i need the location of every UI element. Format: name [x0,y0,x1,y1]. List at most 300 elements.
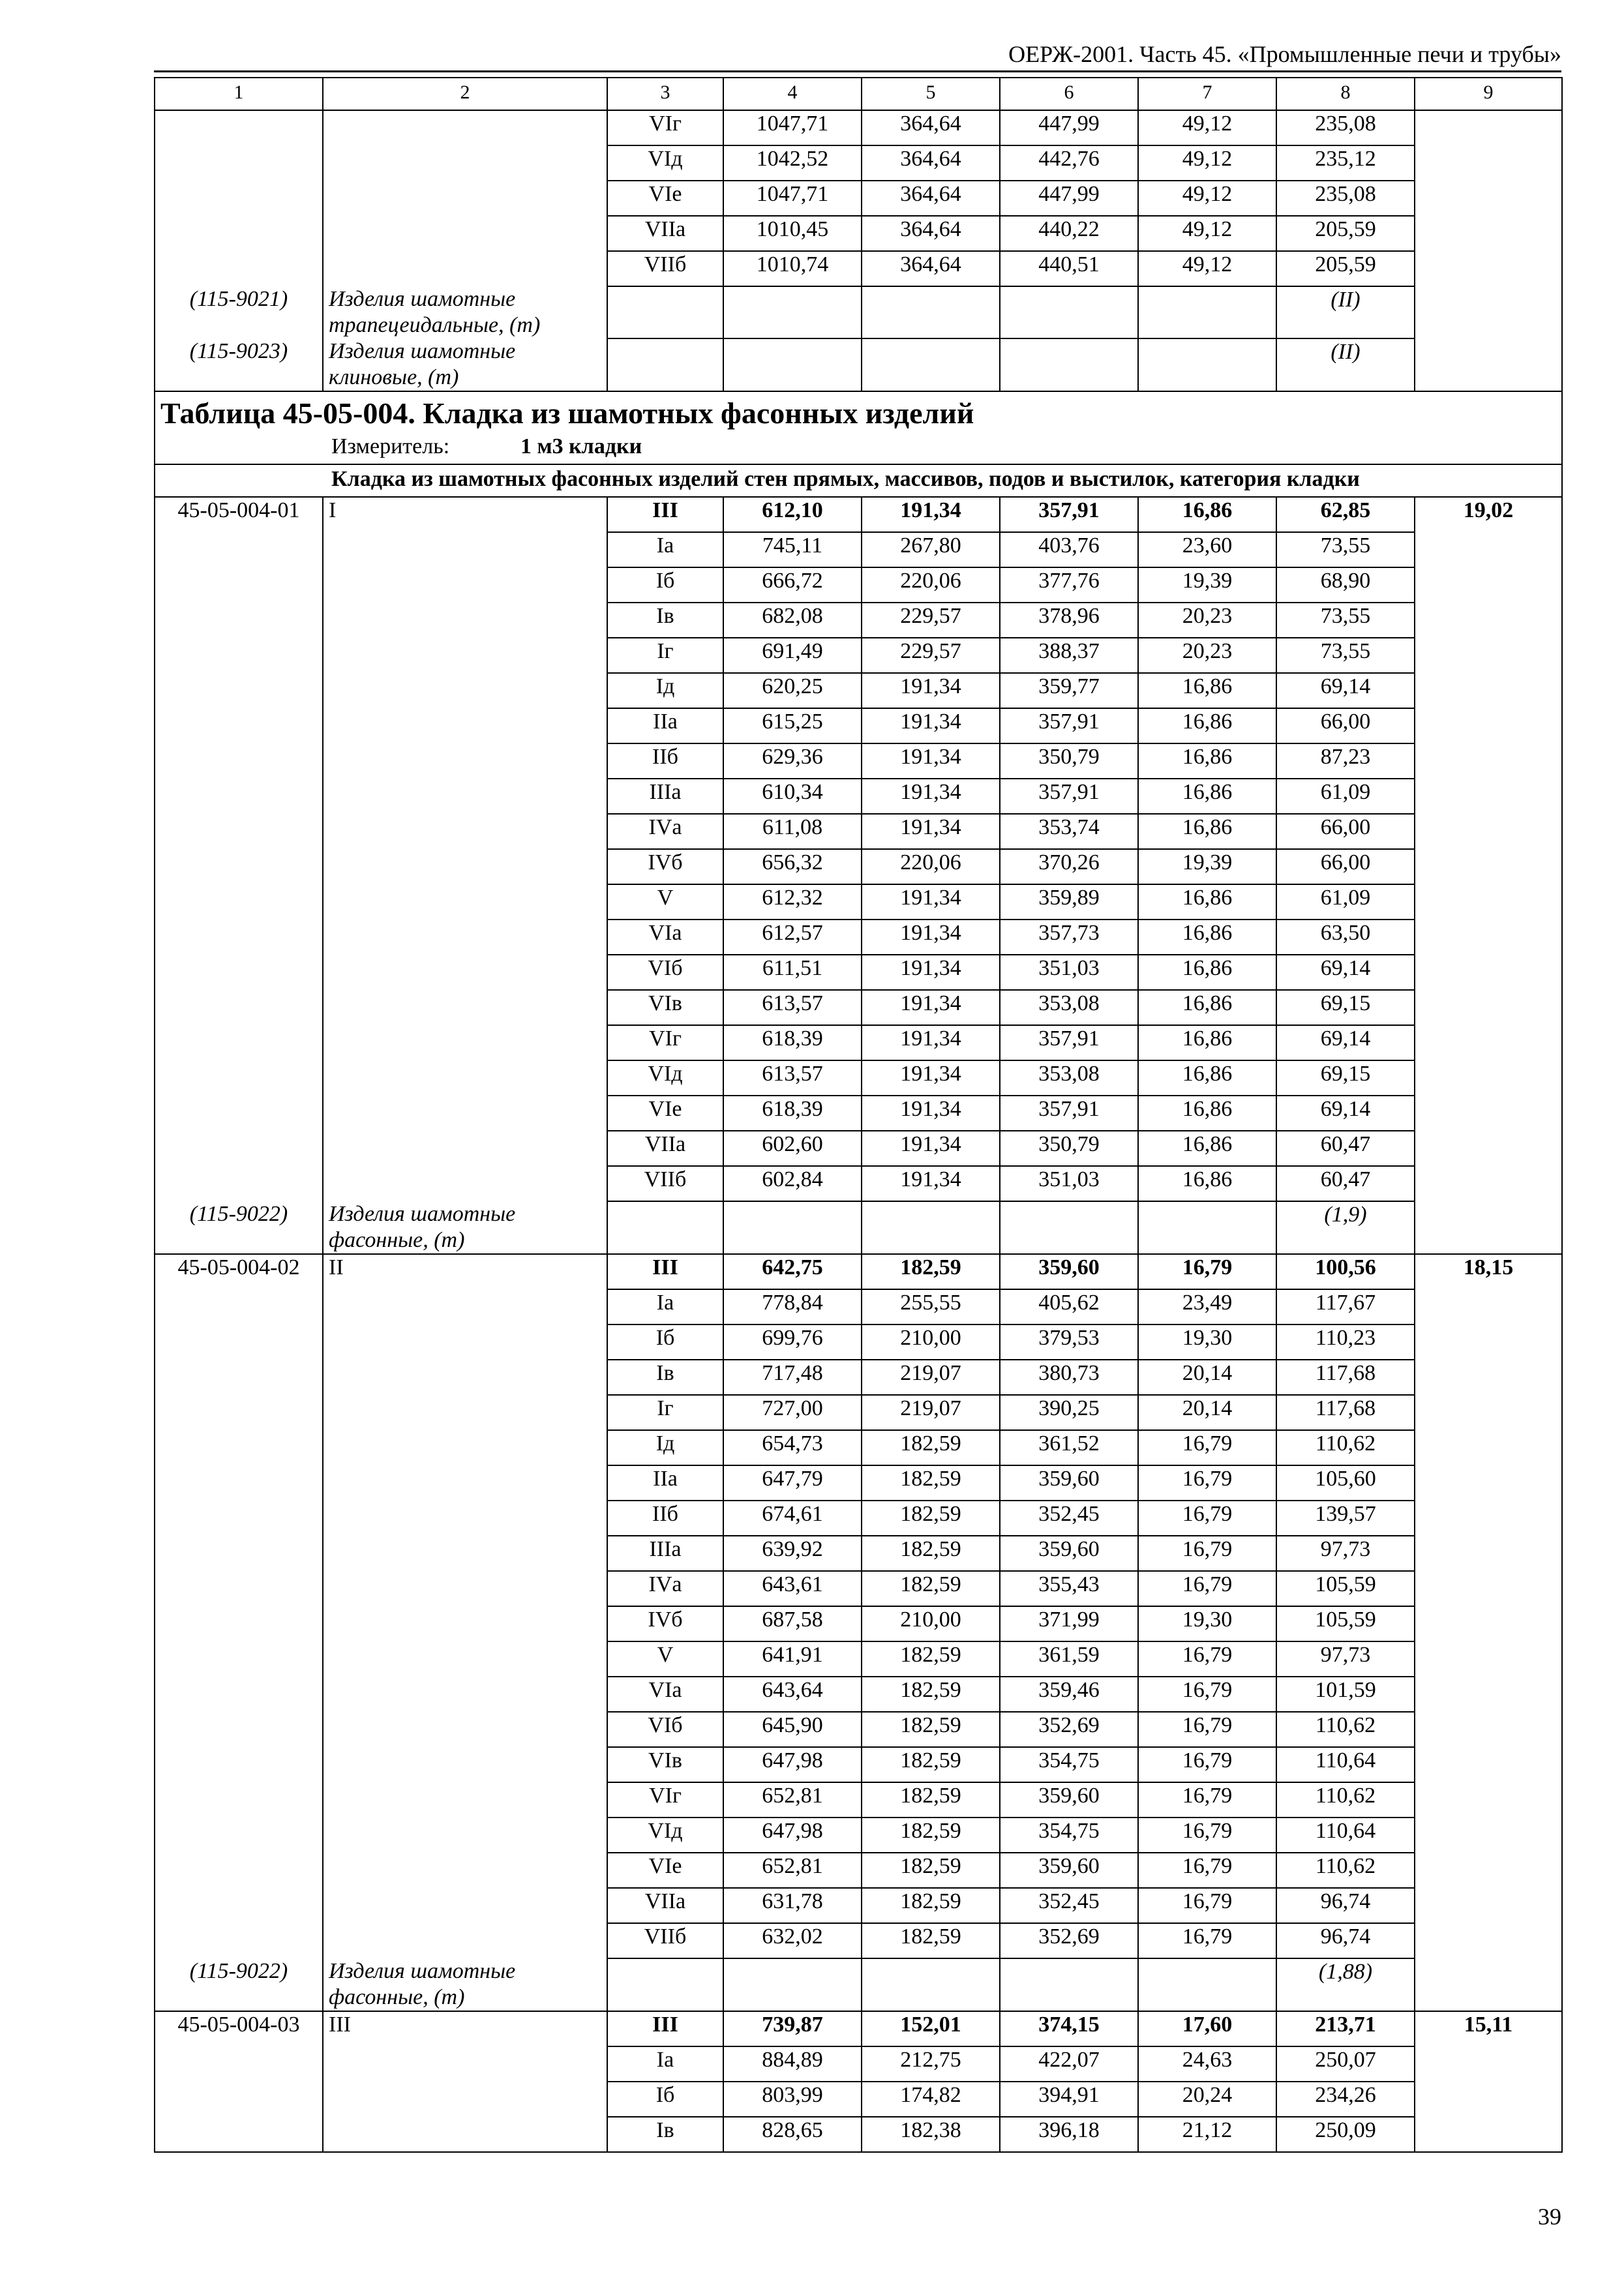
table-row [155,920,1562,955]
rate-code [155,216,323,251]
labor-cost [1415,251,1562,286]
price-cell: 717,48 [723,1360,862,1395]
price-cell: 19,39 [1138,567,1276,603]
masonry-category: I [323,497,607,532]
price-cell: 210,00 [862,1606,1000,1641]
masonry-category [323,145,607,181]
table-row [155,884,1562,920]
price-cell: 357,91 [1000,708,1138,743]
masonry-category [323,1096,607,1131]
price-cell: 647,98 [723,1818,862,1853]
price-cell: 615,25 [723,708,862,743]
labor-cost [1415,708,1562,743]
table-row [155,1923,1562,1958]
table-row [155,955,1562,990]
zone-code: Iб [607,1324,723,1360]
price-cell: 745,11 [723,532,862,567]
labor-cost [1415,1395,1562,1430]
price-cell: 19,30 [1138,1606,1276,1641]
labor-cost [1415,990,1562,1025]
price-cell: 191,34 [862,1166,1000,1201]
labor-cost [1415,1465,1562,1501]
material-code [155,286,323,338]
material-code-text: (115-9023) [189,339,288,363]
table-row [155,1096,1562,1131]
price-cell: 110,62 [1276,1712,1415,1747]
price-cell: 139,57 [1276,1501,1415,1536]
price-cell: 613,57 [723,990,862,1025]
price-cell: 20,24 [1138,2082,1276,2117]
table-title-row [155,391,1562,464]
empty-cell [1415,1201,1562,1254]
price-cell: 87,23 [1276,743,1415,779]
running-header: ОЕРЖ-2001. Часть 45. «Промышленные печи и трубы» [1008,41,1561,67]
material-quantity-text: (II) [1331,340,1361,364]
price-cell: 612,10 [723,497,862,532]
price-cell: 394,91 [1000,2082,1138,2117]
price-cell: 267,80 [862,532,1000,567]
labor-cost [1415,1641,1562,1677]
price-cell: 69,14 [1276,1096,1415,1131]
price-cell: 182,59 [862,1677,1000,1712]
price-cell: 357,91 [1000,1025,1138,1060]
price-cell: 191,34 [862,1096,1000,1131]
material-note-row [155,1958,1562,2011]
price-cell: 61,09 [1276,779,1415,814]
table-row [155,743,1562,779]
price-cell: 174,82 [862,2082,1000,2117]
rate-code [155,884,323,920]
price-cell: 612,57 [723,920,862,955]
price-cell: 16,86 [1138,920,1276,955]
price-cell: 351,03 [1000,1166,1138,1201]
table-row [155,145,1562,181]
material-note-row [155,286,1562,338]
material-name [323,1201,607,1254]
price-cell: 666,72 [723,567,862,603]
empty-cell [1000,286,1138,338]
table-row [155,1888,1562,1923]
price-cell: 117,67 [1276,1289,1415,1324]
price-cell: 191,34 [862,1025,1000,1060]
price-cell: 69,15 [1276,990,1415,1025]
labor-cost [1415,955,1562,990]
zone-code: VIв [607,1747,723,1782]
rate-code [155,567,323,603]
labor-cost [1415,673,1562,708]
empty-cell [723,338,862,391]
empty-cell [1415,286,1562,338]
rate-code [155,1096,323,1131]
price-cell: 403,76 [1000,532,1138,567]
price-cell: 388,37 [1000,638,1138,673]
table-row [155,1254,1562,1289]
price-cell: 69,15 [1276,1060,1415,1096]
price-cell: 440,51 [1000,251,1138,286]
material-name-text: Изделия шамотные фасонные, (т) [329,1959,516,2009]
rate-code [155,814,323,849]
table-row [155,1324,1562,1360]
price-cell: 73,55 [1276,532,1415,567]
masonry-category [323,1166,607,1201]
price-cell: 110,62 [1276,1853,1415,1888]
price-cell: 182,59 [862,1818,1000,1853]
material-quantity [1276,338,1415,391]
price-cell: 117,68 [1276,1395,1415,1430]
price-cell: 353,08 [1000,990,1138,1025]
price-cell: 205,59 [1276,216,1415,251]
empty-cell [1415,1958,1562,2011]
price-cell: 16,79 [1138,1254,1276,1289]
price-cell: 602,60 [723,1131,862,1166]
rate-code [155,1818,323,1853]
price-cell: 182,59 [862,1782,1000,1818]
rate-code: 45-05-004-01 [155,497,323,532]
rate-code [155,603,323,638]
rate-code [155,2046,323,2082]
price-cell: 390,25 [1000,1395,1138,1430]
price-cell: 359,60 [1000,1782,1138,1818]
material-name [323,338,607,391]
price-cell: 101,59 [1276,1677,1415,1712]
masonry-category [323,743,607,779]
price-cell: 778,84 [723,1289,862,1324]
price-cell: 17,60 [1138,2011,1276,2046]
table-row [155,2046,1562,2082]
price-cell: 73,55 [1276,638,1415,673]
price-cell: 602,84 [723,1166,862,1201]
masonry-category [323,1324,607,1360]
price-cell: 656,32 [723,849,862,884]
rates-table [154,77,1563,2153]
masonry-category [323,1465,607,1501]
masonry-category [323,1853,607,1888]
masonry-category [323,1360,607,1395]
material-code-text: (115-9022) [189,1959,288,1983]
masonry-category [323,814,607,849]
price-cell: 220,06 [862,849,1000,884]
price-cell: 16,86 [1138,990,1276,1025]
rate-code [155,743,323,779]
labor-cost [1415,1166,1562,1201]
rate-code [155,1289,323,1324]
price-cell: 100,56 [1276,1254,1415,1289]
labor-cost [1415,1888,1562,1923]
price-cell: 191,34 [862,920,1000,955]
price-cell: 96,74 [1276,1888,1415,1923]
price-cell: 364,64 [862,251,1000,286]
labor-cost [1415,1360,1562,1395]
material-quantity [1276,1201,1415,1254]
masonry-category [323,638,607,673]
price-cell: 49,12 [1138,181,1276,216]
price-cell: 219,07 [862,1395,1000,1430]
table-row [155,1060,1562,1096]
empty-cell [1000,1958,1138,2011]
price-cell: 361,52 [1000,1430,1138,1465]
rate-code [155,920,323,955]
table-row [155,1289,1562,1324]
price-cell: 16,86 [1138,814,1276,849]
empty-cell [1138,1201,1276,1254]
table-row [155,1677,1562,1712]
price-cell: 652,81 [723,1782,862,1818]
labor-cost [1415,2082,1562,2117]
price-cell: 739,87 [723,2011,862,2046]
rate-code [155,1465,323,1501]
price-cell: 16,79 [1138,1465,1276,1501]
table-row [155,1465,1562,1501]
price-cell: 440,22 [1000,216,1138,251]
price-cell: 219,07 [862,1360,1000,1395]
rate-code [155,1606,323,1641]
price-cell: 191,34 [862,708,1000,743]
price-cell: 377,76 [1000,567,1138,603]
price-cell: 16,86 [1138,673,1276,708]
rate-code [155,2082,323,2117]
price-cell: 182,59 [862,1853,1000,1888]
table-row [155,779,1562,814]
price-cell: 191,34 [862,497,1000,532]
price-cell: 352,69 [1000,1923,1138,1958]
price-cell: 49,12 [1138,145,1276,181]
rate-code [155,1060,323,1096]
table-row [155,497,1562,532]
price-cell: 191,34 [862,1060,1000,1096]
price-cell: 682,08 [723,603,862,638]
labor-cost [1415,1606,1562,1641]
price-cell: 803,99 [723,2082,862,2117]
price-cell: 612,32 [723,884,862,920]
price-cell: 97,73 [1276,1536,1415,1571]
column-number: 7 [1138,78,1276,110]
masonry-category [323,1888,607,1923]
price-cell: 447,99 [1000,110,1138,145]
zone-code: VIIб [607,1166,723,1201]
price-cell: 182,38 [862,2117,1000,2152]
rate-code [155,1395,323,1430]
labor-cost [1415,145,1562,181]
price-cell: 182,59 [862,1465,1000,1501]
price-cell: 652,81 [723,1853,862,1888]
material-code [155,1201,323,1254]
empty-cell [1138,338,1276,391]
masonry-category [323,1395,607,1430]
labor-cost [1415,1853,1562,1888]
rate-code [155,673,323,708]
masonry-category [323,955,607,990]
labor-cost: 18,15 [1415,1254,1562,1289]
price-cell: 405,62 [1000,1289,1138,1324]
price-cell: 699,76 [723,1324,862,1360]
column-number: 4 [723,78,862,110]
price-cell: 611,51 [723,955,862,990]
masonry-category [323,1818,607,1853]
material-name-text: Изделия шамотные трапецеидальные, (т) [329,287,541,337]
price-cell: 359,77 [1000,673,1138,708]
rate-code [155,110,323,145]
rate-code [155,1430,323,1465]
price-cell: 727,00 [723,1395,862,1430]
price-cell: 610,34 [723,779,862,814]
table-row [155,1360,1562,1395]
price-cell: 229,57 [862,603,1000,638]
price-cell: 350,79 [1000,743,1138,779]
price-cell: 379,53 [1000,1324,1138,1360]
price-cell: 364,64 [862,145,1000,181]
price-cell: 16,86 [1138,884,1276,920]
price-cell: 352,69 [1000,1712,1138,1747]
empty-cell [862,286,1000,338]
zone-code: Iв [607,603,723,638]
price-cell: 16,86 [1138,743,1276,779]
zone-code: Iг [607,638,723,673]
masonry-category [323,2082,607,2117]
labor-cost [1415,779,1562,814]
price-cell: 380,73 [1000,1360,1138,1395]
rate-code [155,955,323,990]
price-cell: 16,79 [1138,1641,1276,1677]
price-cell: 16,79 [1138,1782,1276,1818]
material-quantity-text: (1,9) [1324,1203,1367,1227]
price-cell: 16,79 [1138,1888,1276,1923]
price-cell: 250,07 [1276,2046,1415,2082]
zone-code: IVб [607,1606,723,1641]
price-cell: 16,79 [1138,1677,1276,1712]
rate-code [155,779,323,814]
labor-cost [1415,567,1562,603]
rate-code [155,1747,323,1782]
masonry-category: II [323,1254,607,1289]
labor-cost [1415,1025,1562,1060]
empty-cell [862,338,1000,391]
masonry-category [323,1712,607,1747]
zone-code: VIд [607,1060,723,1096]
masonry-category [323,181,607,216]
price-cell: 73,55 [1276,603,1415,638]
material-note-row [155,338,1562,391]
price-cell: 255,55 [862,1289,1000,1324]
zone-code: Iб [607,2082,723,2117]
price-cell: 828,65 [723,2117,862,2152]
rate-code [155,532,323,567]
masonry-category [323,673,607,708]
price-cell: 182,59 [862,1747,1000,1782]
zone-code: IVа [607,1571,723,1606]
price-cell: 357,91 [1000,779,1138,814]
price-cell: 49,12 [1138,216,1276,251]
labor-cost [1415,216,1562,251]
price-cell: 213,71 [1276,2011,1415,2046]
price-cell: 355,43 [1000,1571,1138,1606]
table-row [155,1501,1562,1536]
price-cell: 643,61 [723,1571,862,1606]
rate-code [155,1324,323,1360]
material-name [323,286,607,338]
masonry-category [323,1571,607,1606]
masonry-category [323,1606,607,1641]
rate-code [155,1501,323,1536]
masonry-category [323,1782,607,1818]
price-cell: 359,46 [1000,1677,1138,1712]
price-cell: 110,23 [1276,1324,1415,1360]
masonry-category [323,1747,607,1782]
material-quantity [1276,1958,1415,2011]
price-cell: 20,23 [1138,638,1276,673]
masonry-category [323,251,607,286]
price-cell: 191,34 [862,779,1000,814]
unit-label: Измеритель: [331,434,450,458]
zone-code: VIг [607,1782,723,1818]
price-cell: 359,60 [1000,1536,1138,1571]
zone-code: IIа [607,1465,723,1501]
price-cell: 23,49 [1138,1289,1276,1324]
zone-code: Iд [607,673,723,708]
empty-cell [1138,1958,1276,2011]
column-number: 2 [323,78,607,110]
table-row [155,603,1562,638]
price-cell: 1010,45 [723,216,862,251]
price-cell: 611,08 [723,814,862,849]
price-cell: 442,76 [1000,145,1138,181]
empty-cell [723,1201,862,1254]
rate-code [155,1131,323,1166]
zone-code: IVб [607,849,723,884]
price-cell: 235,08 [1276,110,1415,145]
price-cell: 21,12 [1138,2117,1276,2152]
masonry-category [323,1430,607,1465]
labor-cost [1415,1712,1562,1747]
price-cell: 422,07 [1000,2046,1138,2082]
price-cell: 16,86 [1138,955,1276,990]
price-cell: 642,75 [723,1254,862,1289]
zone-code: IIIа [607,1536,723,1571]
empty-cell [607,286,723,338]
price-cell: 645,90 [723,1712,862,1747]
rate-code [155,1888,323,1923]
price-cell: 69,14 [1276,955,1415,990]
rate-code [155,181,323,216]
price-cell: 49,12 [1138,251,1276,286]
price-cell: 24,63 [1138,2046,1276,2082]
labor-cost [1415,110,1562,145]
empty-cell [607,338,723,391]
zone-code: VIд [607,1818,723,1853]
price-cell: 364,64 [862,110,1000,145]
rate-code: 45-05-004-02 [155,1254,323,1289]
price-cell: 182,59 [862,1254,1000,1289]
price-cell: 20,23 [1138,603,1276,638]
section-heading: Кладка из шамотных фасонных изделий стен прямых, массивов, подов и выстилок, категория кладки [155,464,1562,497]
masonry-category [323,884,607,920]
masonry-category [323,567,607,603]
price-cell: 691,49 [723,638,862,673]
price-cell: 371,99 [1000,1606,1138,1641]
price-cell: 16,86 [1138,1025,1276,1060]
zone-code: Iг [607,1395,723,1430]
zone-code: IIа [607,708,723,743]
price-cell: 191,34 [862,955,1000,990]
rate-code [155,1166,323,1201]
table-row [155,849,1562,884]
rate-code [155,1712,323,1747]
zone-code: VIд [607,145,723,181]
masonry-category: III [323,2011,607,2046]
price-cell: 1042,52 [723,145,862,181]
table-row [155,251,1562,286]
price-cell: 182,59 [862,1501,1000,1536]
zone-code: III [607,497,723,532]
